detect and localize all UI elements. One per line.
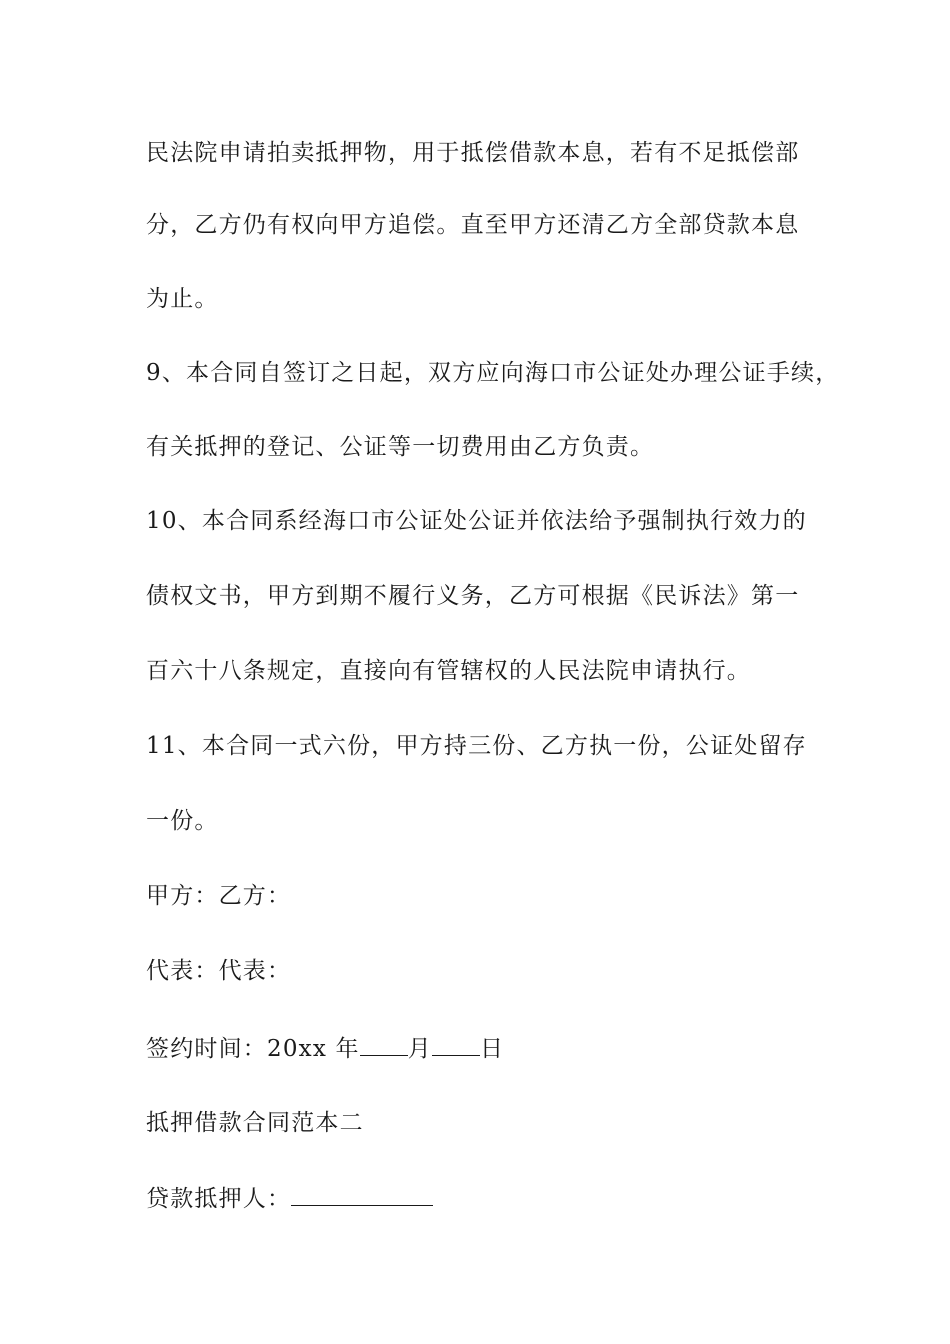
- sign-date-day: 日: [479, 1036, 505, 1062]
- month-blank: [360, 1033, 408, 1056]
- sign-date-line: [146, 1033, 504, 1064]
- borrower-label: 贷款抵押人：: [146, 1186, 292, 1212]
- day-blank: [432, 1033, 480, 1056]
- clause-11-line: 11、本合同一式六份，甲方持三份、乙方执一份，公证处留存: [146, 733, 807, 759]
- paragraph-line: 民法院申请拍卖抵押物，用于抵偿借款本息，若有不足抵偿部: [146, 140, 800, 166]
- party-signature-line: 甲方：乙方：: [146, 883, 292, 909]
- clause-10-line: 10、本合同系经海口市公证处公证并依法给予强制执行效力的: [146, 508, 807, 534]
- borrower-line: [146, 1183, 433, 1214]
- paragraph-line: 百六十八条规定，直接向有管辖权的人民法院申请执行。: [146, 658, 751, 684]
- paragraph-line: 债权文书，甲方到期不履行义务，乙方可根据《民诉法》第一: [146, 583, 800, 609]
- paragraph-line: 为止。: [146, 286, 219, 312]
- sign-date-prefix: 签约时间：20xx 年: [146, 1036, 360, 1062]
- paragraph-line: 一份。: [146, 808, 219, 834]
- representative-line: 代表：代表：: [146, 958, 292, 984]
- paragraph-line: 分，乙方仍有权向甲方追偿。直至甲方还清乙方全部贷款本息: [146, 212, 800, 238]
- paragraph-line: 有关抵押的登记、公证等一切费用由乙方负责。: [146, 434, 655, 460]
- clause-9-line: 9、本合同自签订之日起，双方应向海口市公证处办理公证手续，: [146, 360, 840, 386]
- sign-date-month: 月: [407, 1036, 432, 1062]
- borrower-blank: [291, 1183, 433, 1206]
- section-title: 抵押借款合同范本二: [146, 1110, 364, 1136]
